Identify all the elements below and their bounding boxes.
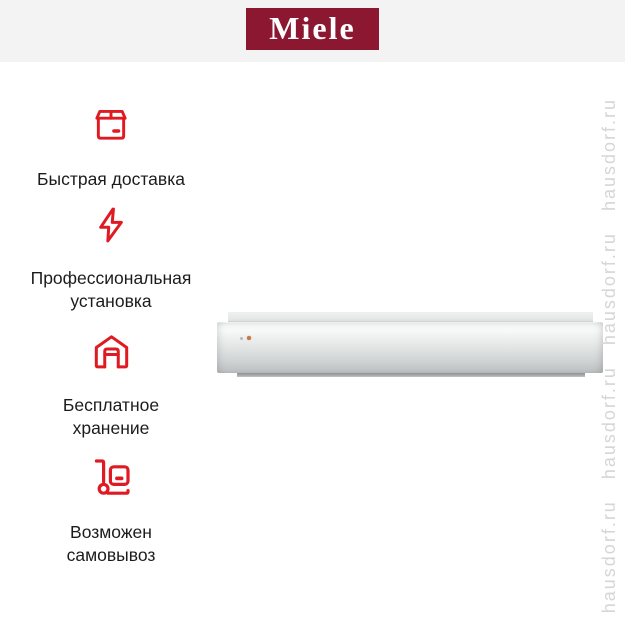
warming-drawer-front-panel: [217, 322, 603, 373]
indicator-dot-gray: [240, 337, 243, 340]
miele-logo: [246, 8, 379, 50]
warehouse-icon: [89, 328, 134, 373]
feature-free-storage: [0, 328, 222, 440]
feature-pickup-available: [0, 452, 222, 567]
feature-label-line: Быстрая доставка: [37, 169, 185, 189]
watermark-text: hausdorf.ru hausdorf.ru hausdorf.ru hausdorf.ru: [599, 97, 619, 613]
feature-label-line: Возможен: [70, 522, 152, 542]
feature-label-line: Бесплатное: [62, 395, 160, 415]
feature-fast-delivery: [0, 103, 222, 191]
header-band: [0, 0, 625, 62]
lightning-icon: [89, 204, 133, 246]
feature-label-line: установка: [70, 291, 152, 311]
feature-label-line: хранение: [72, 418, 150, 438]
product-image: [217, 312, 603, 378]
feature-professional-installation: [0, 204, 222, 313]
indicator-light: [247, 336, 251, 340]
warming-drawer-top-panel: [228, 312, 593, 322]
feature-label-line: Профессиональная: [30, 268, 192, 288]
feature-label-line: самовывоз: [66, 545, 156, 565]
drawer-base-shadow: [237, 373, 585, 377]
handtruck-icon: [87, 452, 135, 500]
brand-logo-text: Miele: [269, 9, 356, 46]
package-icon: [89, 103, 133, 147]
